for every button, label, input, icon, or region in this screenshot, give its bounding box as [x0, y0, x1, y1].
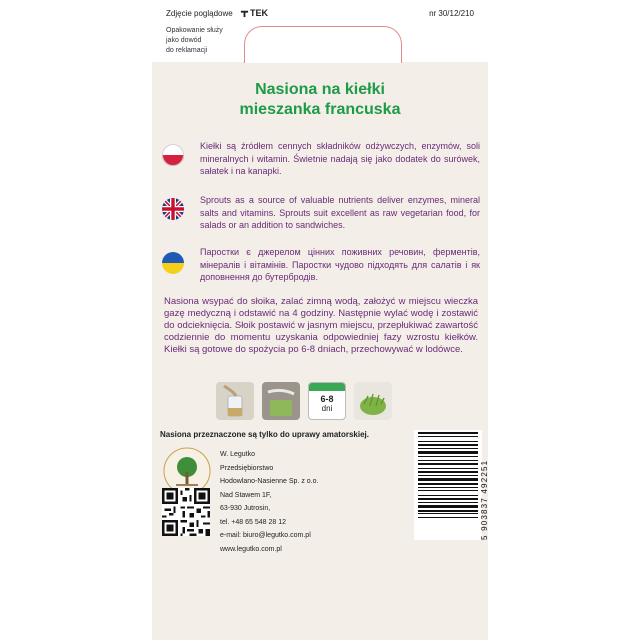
packaging-note-line: jako dowód — [166, 37, 202, 44]
rinsing-sprouts-step-image — [262, 382, 300, 420]
barcode-bar — [418, 441, 478, 442]
address-line: 63-930 Jutrosin, — [220, 505, 271, 512]
barcode-bar — [418, 436, 478, 437]
barcode-bar — [418, 444, 478, 446]
calendar-days-unit: dni — [321, 404, 333, 413]
barcode-bar — [418, 451, 478, 454]
packaging-note-line: do reklamacji — [166, 47, 208, 54]
ean-barcode — [414, 430, 482, 540]
calendar-days-icon — [308, 382, 346, 420]
calendar-header — [309, 383, 345, 391]
barcode-number: 5 903837 492251 — [480, 459, 489, 540]
barcode-bar — [418, 495, 478, 496]
address-line: www.legutko.com.pl — [220, 545, 282, 553]
hang-hole-notch — [244, 26, 402, 63]
calendar-days-range: 6-8 — [320, 394, 334, 404]
barcode-bar — [418, 513, 478, 514]
barcode-bar — [418, 463, 478, 465]
poland-flag-icon — [162, 144, 184, 166]
barcode-bar — [418, 510, 478, 512]
address-line: Przedsiębiorstwo — [220, 464, 274, 472]
ukraine-flag-icon — [162, 252, 184, 274]
packaging-note — [166, 26, 244, 56]
barcode-bar — [418, 502, 478, 503]
description-polish: Kiełki są źródłem cennych składników odżywczych, enzymów, soli mineralnych i witamin. Świetnie nadają się jako dodatek do surówek, sałatek i na kanapki. — [200, 141, 480, 176]
barcode-bar — [418, 432, 478, 434]
preview-label: Zdjęcie poglądowe — [166, 9, 233, 18]
address-line: W. Legutko — [220, 451, 256, 458]
barcode-bar — [418, 490, 478, 491]
barcode-bar — [418, 517, 478, 518]
barcode-bar — [418, 475, 478, 476]
address-line: tel. +48 65 548 28 12 — [220, 518, 286, 526]
brand-mark: TEK — [250, 8, 268, 18]
product-title-line-2: mieszanka francuska — [239, 101, 401, 118]
tek-logo-icon — [240, 9, 249, 18]
description-ukrainian: Паростки є джерелом цінних поживних речовин, ферментів, мінералів і вітамінів. Паростки чудово підходять для салатів і як доповнення до бутербродів. — [200, 247, 480, 282]
seeds-jar-step-image — [216, 382, 254, 420]
ready-sprouts-step-image — [354, 382, 392, 420]
address-line: Nad Stawem 1F, — [220, 491, 272, 499]
packet-top-band — [152, 0, 488, 62]
preparation-instructions: Nasiona wsypać do słoika, zalać zimną wodą, założyć w miejscu wieczka gazę medyczną i odstawić na 4 godziny. Następnie wylać wodę i zostawić do odcieknięcia. Słoik postawić w jasnym miejscu, przepłukiwać zawartość codziennie do momentu uzyskania odpowiedniej fazy wzrostu kiełków. Kiełki są gotowe do spożycia po 6-8 dniach, przechowywać w lodówce. — [164, 296, 478, 355]
packaging-note-line: Opakowanie służy — [166, 27, 223, 34]
barcode-bar — [418, 460, 478, 461]
producer-address — [220, 448, 318, 556]
barcode-bar — [418, 456, 478, 457]
description-english: Sprouts as a source of valuable nutrients deliver enzymes, mineral salts and vitamins. Sprouts suit excellent as raw vegetarian food, for salads or an addition to sandwiches. — [200, 195, 480, 230]
barcode-bar — [418, 498, 478, 500]
catalog-number: nr 30/12/210 — [429, 9, 474, 18]
amateur-use-note: Nasiona przeznaczone są tylko do uprawy amatorskiej. — [160, 430, 369, 439]
barcode-bar — [418, 483, 478, 485]
address-line: e-mail: biuro@legutko.com.pl — [220, 532, 311, 539]
barcode-bar — [418, 478, 478, 481]
qr-code-icon — [162, 488, 210, 536]
barcode-bar — [418, 448, 478, 449]
barcode-bar — [418, 487, 478, 488]
barcode-bar — [418, 471, 478, 473]
product-title-line-1: Nasiona na kiełki — [255, 81, 385, 98]
uk-flag-icon — [162, 198, 184, 220]
seed-packet-back — [152, 0, 488, 640]
address-line: Hodowlano-Nasienne Sp. z o.o. — [220, 478, 319, 485]
barcode-bar — [418, 468, 478, 469]
barcode-bar — [418, 505, 478, 508]
